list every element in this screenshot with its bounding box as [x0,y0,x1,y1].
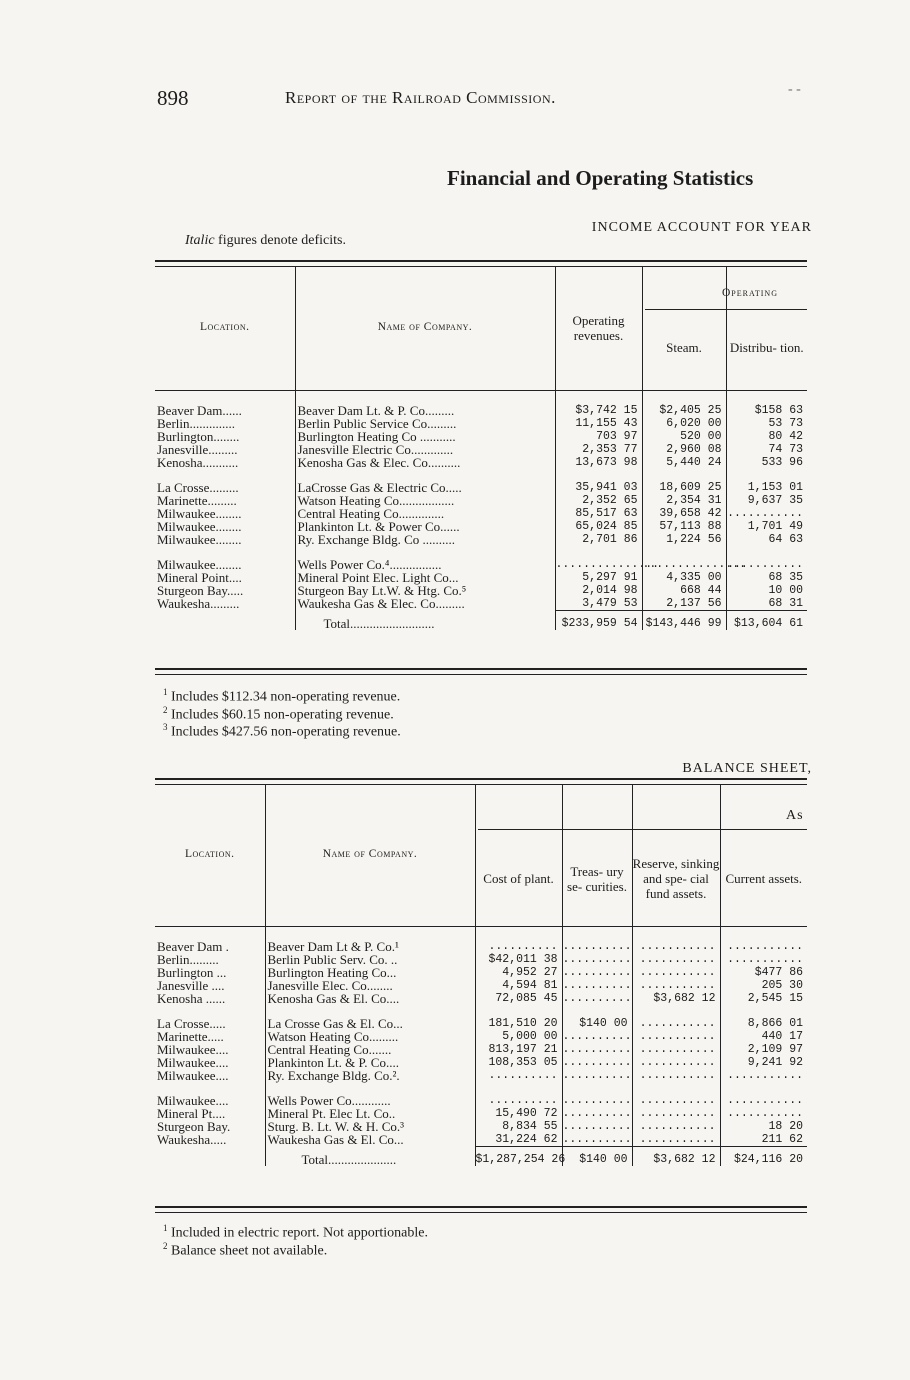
treasury-cell: .......... [562,992,632,1005]
company-cell: Central Heating Co.............. [295,507,555,520]
income-bottom-rule [155,668,807,675]
location-cell: Janesville .... [155,979,265,992]
table-row [155,584,807,597]
rule-cell [555,390,642,404]
col-company: Name of Company. [265,784,475,926]
company-cell: Wells Power Co.⁴................ [295,558,555,571]
group-spacer [155,1082,807,1094]
table-row [155,1069,807,1082]
current-assets-cell: 211 62 [761,1133,803,1146]
steam-cell: $2,405 25 [642,404,726,417]
company-cell: Watson Heating Co................. [295,494,555,507]
location-cell: Milwaukee.... [155,1094,265,1107]
col-location: Location. [155,266,295,390]
distribution-cell: 53 73 [768,417,803,430]
current-assets-cell: ........... [727,953,803,966]
revenues-cell: 2,014 98 [555,584,642,597]
spacer-cell [555,546,642,558]
treasury-cell: .......... [562,966,632,979]
steam-cell: ............... [642,558,747,571]
table-row [155,597,807,611]
current-assets-cell: 440 17 [761,1030,803,1043]
cost-of-plant-cell: 181,510 20 [475,1017,562,1030]
cost-of-plant-cell: .......... [475,1069,562,1082]
total-blank-cell [155,1147,265,1167]
treasury-cell: .......... [562,979,632,992]
treasury-cell: .......... [562,1094,632,1107]
spacer-cell [726,469,807,481]
current-assets-cell: ........... [727,940,803,953]
company-cell: Plankinton Lt. & Power Co...... [295,520,555,533]
table-row [155,430,807,443]
page-number: 898 [157,86,189,110]
location-cell: Beaver Dam...... [155,404,295,417]
location-cell: Milwaukee.... [155,1069,265,1082]
col-treasury-securities: Treas- ury se- curities. [562,784,632,926]
cost-of-plant-cell: 813,197 21 [475,1043,562,1056]
col-operating-revenues: Operating revenues. [555,266,642,390]
location-cell: Waukesha......... [155,597,295,611]
total-blank-cell [155,611,295,631]
revenues-cell: 65,024 85 [555,520,642,533]
location-cell: La Crosse..... [155,1017,265,1030]
italic-note [185,233,346,249]
treasury-cell: .......... [562,1043,632,1056]
table-row [155,1120,807,1133]
treasury-cell: .......... [562,1069,632,1082]
current-assets-cell: ........... [727,1107,803,1120]
spacer-cell [632,1082,720,1094]
spacer-cell [720,1005,807,1017]
table-row [155,456,807,469]
steam-cell: 6,020 00 [642,417,726,430]
treasury-cell: .......... [562,1056,632,1069]
location-cell: Milwaukee.... [155,1043,265,1056]
company-cell: LaCrosse Gas & Electric Co..... [295,481,555,494]
location-cell: Mineral Pt.... [155,1107,265,1120]
location-cell: Milwaukee........ [155,520,295,533]
location-cell: Kenosha ...... [155,992,265,1005]
total-row [155,1147,807,1167]
location-cell: Mineral Point.... [155,571,295,584]
company-cell: Watson Heating Co......... [265,1030,475,1043]
location-cell: Berlin.............. [155,417,295,430]
rule-cell [155,390,295,404]
header-rule-row [155,926,807,940]
steam-cell: 2,354 31 [642,494,726,507]
cost-of-plant-cell: 15,490 72 [475,1107,562,1120]
current-assets-cell: 18 20 [768,1120,803,1133]
revenues-cell: 5,297 91 [555,571,642,584]
company-cell: Sturg. B. Lt. W. & H. Co.³ [265,1120,475,1133]
location-cell: Marinette..... [155,1030,265,1043]
reserve-cell: ........... [632,953,720,966]
location-cell: Berlin......... [155,953,265,966]
income-account-title: INCOME ACCOUNT FOR YEAR [591,220,812,235]
current-assets-cell: 9,241 92 [747,1056,803,1069]
table-row [155,1043,807,1056]
treasury-cell: .......... [562,1133,632,1146]
reserve-cell: ........... [632,1094,720,1107]
rule-cell [295,390,555,404]
company-cell: Janesville Electric Co............. [295,443,555,456]
treasury-cell: .......... [562,940,632,953]
operating-group-head: Operating [722,287,778,299]
location-cell: Burlington........ [155,430,295,443]
spacer-cell [555,469,642,481]
income-table-body [155,390,807,630]
current-assets-cell: ........... [727,1069,803,1082]
table-row [155,1133,807,1147]
current-assets-cell: ........... [727,1094,803,1107]
spacer-cell [642,546,726,558]
reserve-cell: ........... [632,1120,720,1133]
table-row [155,992,807,1005]
assets-group-head: As [786,808,804,823]
balance-footnote-2: $^2$ Balance sheet not available. [163,1240,328,1259]
distribution-cell: 64 63 [768,533,803,546]
total-steam: $143,446 99 [642,611,726,631]
table-row [155,507,807,520]
col-distribution: Distribu- tion. [729,340,804,356]
company-cell: Burlington Heating Co ........... [295,430,555,443]
reserve-cell: ........... [632,1107,720,1120]
steam-cell: 1,224 56 [642,533,726,546]
balance-footnotes [163,1222,428,1257]
company-cell: Kenosha Gas & Elec. Co.......... [295,456,555,469]
spacer-cell [726,546,807,558]
steam-cell: 4,335 00 [642,571,726,584]
table-row [155,571,807,584]
location-cell: Janesville......... [155,443,295,456]
steam-cell: 39,658 42 [642,507,726,520]
company-cell: Wells Power Co............ [265,1094,475,1107]
distribution-cell: 1,701 49 [747,520,803,533]
location-cell: Milwaukee........ [155,558,295,571]
income-footnote-1: $^1$ Includes $112.34 non-operating revenue. [163,687,401,705]
location-cell: Waukesha..... [155,1133,265,1147]
rule-cell [155,926,265,940]
reserve-cell: ........... [632,1043,720,1056]
table-row [155,1030,807,1043]
company-cell: Mineral Point Elec. Light Co... [295,571,555,584]
reserve-cell: ........... [632,1017,720,1030]
company-cell: Berlin Public Service Co......... [295,417,555,430]
cost-of-plant-cell: .......... [475,940,562,953]
revenues-cell: $3,742 15 [555,404,642,417]
total-distribution: $13,604 61 [726,611,807,631]
income-account-table [155,266,807,630]
table-row [155,417,807,430]
company-cell: Ry. Exchange Bldg. Co.². [265,1069,475,1082]
income-footnotes [163,686,401,739]
company-cell: Plankinton Lt. & P. Co.... [265,1056,475,1069]
company-cell: Burlington Heating Co... [265,966,475,979]
location-cell: Marinette......... [155,494,295,507]
spacer-cell [642,469,726,481]
steam-cell: 2,960 08 [642,443,726,456]
treasury-cell: $140 00 [562,1017,632,1030]
table-row [155,404,807,417]
company-cell: Waukesha Gas & Elec. Co......... [295,597,555,611]
total-cost-of-plant: $1,287,254 26 [475,1147,562,1167]
total-revenues: $233,959 54 [555,611,642,631]
revenues-cell: 11,155 43 [555,417,642,430]
balance-table-body [155,926,807,1166]
rule-cell [562,926,632,940]
treasury-cell: .......... [562,953,632,966]
distribution-cell: 1,153 01 [747,481,803,494]
distribution-cell: 80 42 [768,430,803,443]
company-cell: Kenosha Gas & El. Co.... [265,992,475,1005]
revenues-cell: 3,479 53 [555,597,642,611]
table-row [155,979,807,992]
company-cell: Beaver Dam Lt. & P. Co......... [295,404,555,417]
balance-sheet-title: BALANCE SHEET, [682,761,812,776]
steam-cell: 2,137 56 [642,597,726,611]
rule-cell [726,390,807,404]
location-cell: Burlington ... [155,966,265,979]
treasury-cell: .......... [562,1030,632,1043]
income-footnote-2: $^2$ Includes $60.15 non-operating revenue. [163,704,394,723]
distribution-cell: ........... [727,558,803,571]
distribution-cell: 9,637 35 [747,494,803,507]
treasury-cell: .......... [562,1107,632,1120]
distribution-cell: 533 96 [761,456,803,469]
current-assets-cell: 8,866 01 [747,1017,803,1030]
steam-cell: 57,113 88 [642,520,726,533]
table-row [155,953,807,966]
distribution-cell: 68 31 [768,597,803,610]
total-reserve: $3,682 12 [632,1147,720,1167]
location-cell: Milwaukee........ [155,507,295,520]
distribution-cell: ........... [727,507,803,520]
group-spacer [155,469,807,481]
rule-cell [642,390,726,404]
revenues-cell: 2,353 77 [555,443,642,456]
steam-cell: 5,440 24 [642,456,726,469]
group-spacer [155,546,807,558]
location-cell: Sturgeon Bay. [155,1120,265,1133]
reserve-cell: ........... [632,1069,720,1082]
company-cell: Central Heating Co....... [265,1043,475,1056]
cost-of-plant-cell: 31,224 62 [475,1133,562,1147]
table-row [155,1107,807,1120]
section-title: Financial and Operating Statistics [447,166,754,190]
revenues-cell: 35,941 03 [555,481,642,494]
table-row [155,443,807,456]
revenues-cell: 2,352 65 [555,494,642,507]
current-assets-cell: 205 30 [761,979,803,992]
current-assets-cell: $477 86 [754,966,803,979]
company-cell: Sturgeon Bay Lt.W. & Htg. Co.⁵ [295,584,555,597]
cost-of-plant-cell: 72,085 45 [475,992,562,1005]
italic-word: Italic [185,233,215,248]
rule-cell [475,926,562,940]
location-cell: Sturgeon Bay..... [155,584,295,597]
distribution-cell: 68 35 [768,571,803,584]
col-current-assets: Current assets. [725,871,803,887]
steam-cell: 520 00 [642,430,726,443]
spacer-cell [562,1082,632,1094]
group-spacer [155,1005,807,1017]
col-steam: Steam. [642,266,726,390]
table-row [155,1017,807,1030]
company-cell: Janesville Elec. Co........ [265,979,475,992]
running-head: Report of the Railroad Commission. [285,88,556,107]
header-dash: - - [788,82,801,97]
revenues-cell: 85,517 63 [555,507,642,520]
total-label: Total.......................... [295,611,555,631]
current-assets-cell: 2,109 97 [747,1043,803,1056]
col-reserve-assets: Reserve, sinking and spe- cial fund assets. [632,784,720,926]
location-cell: Milwaukee.... [155,1056,265,1069]
revenues-cell: ............... [555,558,660,571]
rule-cell [265,926,475,940]
distribution-cell: 74 73 [768,443,803,456]
cost-of-plant-cell: 4,594 81 [475,979,562,992]
location-cell: La Crosse......... [155,481,295,494]
cost-of-plant-cell: 5,000 00 [475,1030,562,1043]
company-cell: Mineral Pt. Elec Lt. Co.. [265,1107,475,1120]
revenues-cell: 703 97 [555,430,642,443]
cost-of-plant-cell: 108,353 05 [475,1056,562,1069]
location-cell: Milwaukee........ [155,533,295,546]
italic-note-rest: figures denote deficits. [214,233,346,248]
cost-of-plant-cell: .......... [475,1094,562,1107]
table-row [155,966,807,979]
col-cost-of-plant: Cost of plant. [475,784,562,926]
cost-of-plant-cell: 8,834 55 [475,1120,562,1133]
balance-bottom-rule [155,1206,807,1213]
table-row [155,481,807,494]
table-row [155,494,807,507]
cost-of-plant-cell: 4,952 27 [475,966,562,979]
reserve-cell: ........... [632,1133,720,1147]
cost-of-plant-cell: $42,011 38 [475,953,562,966]
reserve-cell: ........... [632,979,720,992]
steam-cell: 18,609 25 [642,481,726,494]
reserve-cell: $3,682 12 [632,992,720,1005]
spacer-cell [475,1082,562,1094]
col-location: Location. [155,784,265,926]
table-row [155,558,807,571]
company-cell: Beaver Dam Lt & P. Co.¹ [265,940,475,953]
table-row [155,520,807,533]
rule-cell [632,926,720,940]
income-footnote-3: $^3$ Includes $427.56 non-operating revenue. [163,722,401,740]
table-row [155,1056,807,1069]
total-current-assets: $24,116 20 [720,1147,807,1167]
distribution-cell: 10 00 [768,584,803,597]
rule-cell [720,926,807,940]
reserve-cell: ........... [632,940,720,953]
balance-footnote-1: $^1$ Included in electric report. Not apportionable. [163,1223,428,1241]
company-cell: Waukesha Gas & El. Co... [265,1133,475,1147]
company-cell: Berlin Public Serv. Co. .. [265,953,475,966]
revenues-cell: 13,673 98 [555,456,642,469]
spacer-cell [562,1005,632,1017]
col-company: Name of Company. [295,266,555,390]
table-row [155,533,807,546]
total-label: Total..................... [265,1147,475,1167]
reserve-cell: ........... [632,1030,720,1043]
reserve-cell: ........... [632,1056,720,1069]
reserve-cell: ........... [632,966,720,979]
treasury-cell: .......... [562,1120,632,1133]
table-row [155,940,807,953]
total-row [155,611,807,631]
distribution-cell: $158 63 [754,404,803,417]
current-assets-cell: 2,545 15 [747,992,803,1005]
table-row [155,1094,807,1107]
spacer-cell [475,1005,562,1017]
steam-cell: 668 44 [642,584,726,597]
company-cell: Ry. Exchange Bldg. Co .......... [295,533,555,546]
location-cell: Kenosha........... [155,456,295,469]
revenues-cell: 2,701 86 [555,533,642,546]
company-cell: La Crosse Gas & El. Co... [265,1017,475,1030]
total-treasury: $140 00 [562,1147,632,1167]
spacer-cell [720,1082,807,1094]
header-rule-row [155,390,807,404]
location-cell: Beaver Dam . [155,940,265,953]
balance-sheet-table [155,784,807,1166]
spacer-cell [632,1005,720,1017]
